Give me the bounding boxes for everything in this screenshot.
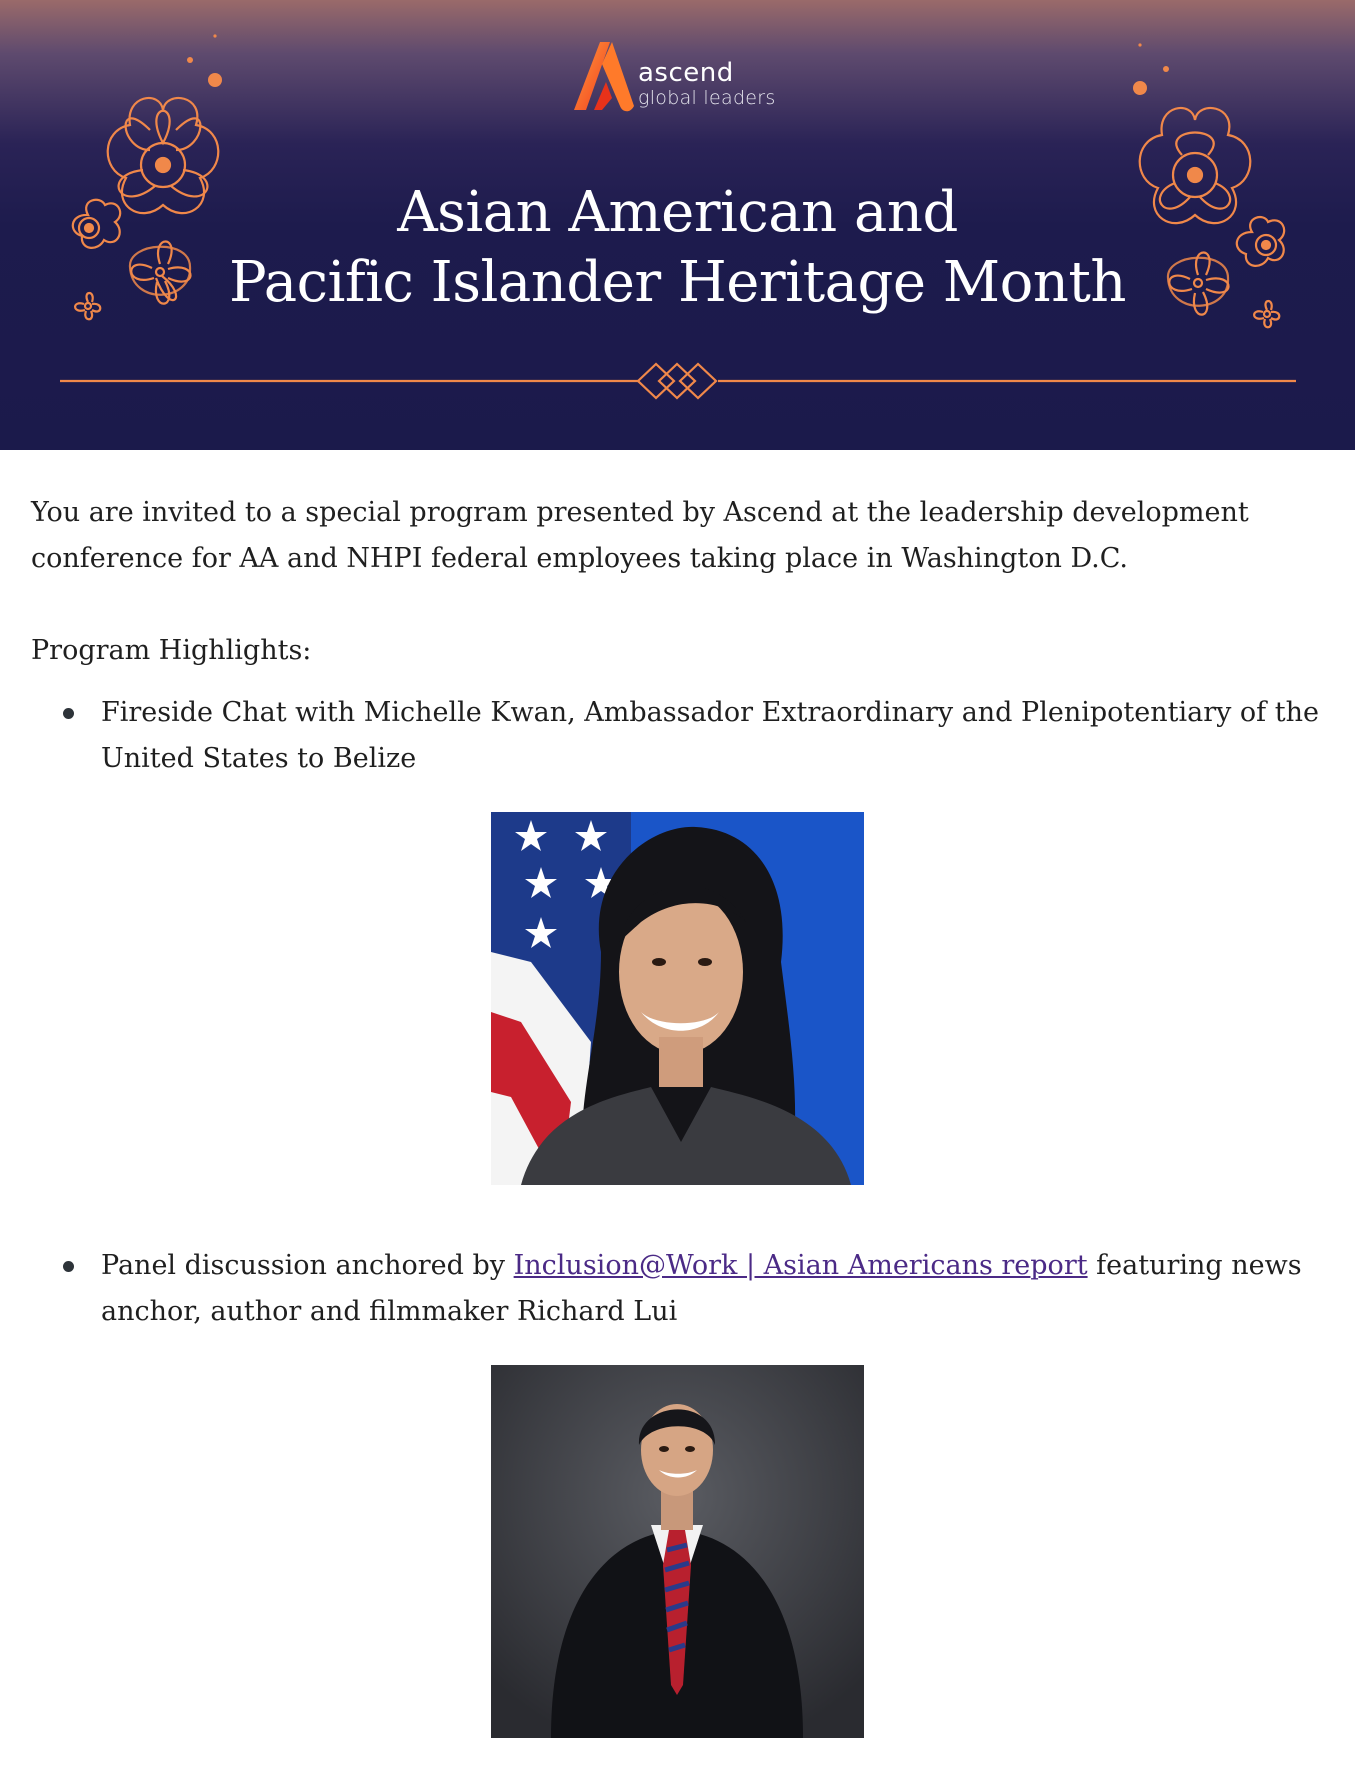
list-item <box>31 690 1326 782</box>
bullet-icon <box>63 1261 74 1272</box>
intro-paragraph: You are invited to a special program presented by Ascend at the leadership development conference for AA and NHPI federal employees taking place in Washington D.C. <box>31 497 1249 574</box>
highlights-label: Program Highlights: <box>31 635 312 666</box>
highlights-list-2 <box>31 1243 1326 1335</box>
highlight-text: Fireside Chat with Michelle Kwan, Ambassador Extraordinary and Plenipotentiary of the United States to Belize <box>101 697 1319 774</box>
photo-michelle-kwan <box>491 812 864 1185</box>
logo-tagline: global leaders <box>638 87 776 109</box>
highlight-text-after: featuring news anchor, author and filmmaker Richard Lui <box>101 1250 1302 1327</box>
highlights-list <box>31 690 1326 782</box>
ascend-logo-mark-icon <box>572 38 642 118</box>
banner-title-line-1: Asian American and <box>397 180 958 245</box>
report-link[interactable]: Inclusion@Work | Asian Americans report <box>513 1250 1088 1281</box>
portrait-image <box>491 812 864 1185</box>
banner-title <box>0 178 1355 318</box>
highlight-text-before: Panel discussion anchored by <box>101 1250 514 1281</box>
banner-title-line-2: Pacific Islander Heritage Month <box>229 250 1126 315</box>
ascend-logo <box>572 38 802 118</box>
header-banner <box>0 0 1355 450</box>
photo-richard-lui <box>491 1365 864 1738</box>
logo-name: ascend <box>638 58 734 88</box>
portrait-image <box>491 1365 864 1738</box>
list-item <box>31 1243 1326 1335</box>
bullet-icon <box>63 708 74 719</box>
main-content <box>31 490 1326 1738</box>
